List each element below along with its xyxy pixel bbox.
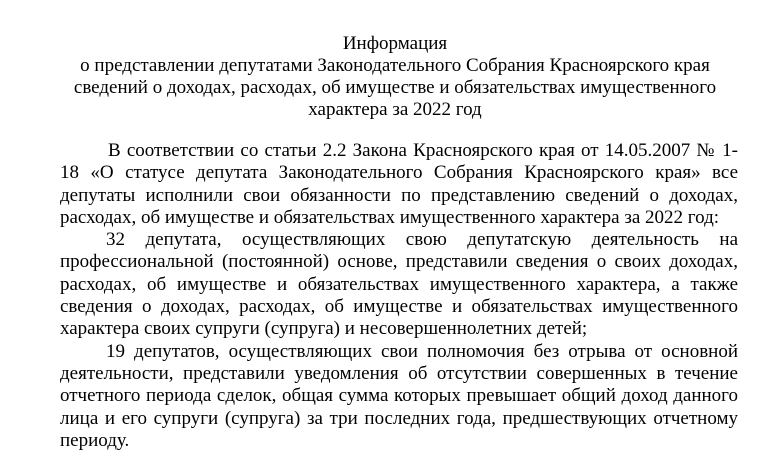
paragraph-full-time-deputies: 32 депутата, осуществляющих свою депутатскую деятельность на профессиональной (постоянной) основе, представили сведения о своих доходах, расходах, об имуществе и обязательствах имущественного характера, а также сведения о доходах, расходах, об имуществе и обязательствах имущественного характера своих супруги (супруга) и несовершеннолетних детей; <box>60 229 738 340</box>
document-body <box>60 140 738 452</box>
title-subheading-line-3: характера за 2022 год <box>308 99 482 120</box>
title-subheading-line-1: о представлении депутатами Законодательного Собрания Красноярского края <box>80 55 710 76</box>
title-subheading-line-2: сведений о доходах, расходах, об имуществе и обязательствах имущественного <box>73 77 717 98</box>
paragraph-intro: В соответствии со статьи 2.2 Закона Красноярского края от 14.05.2007 № 1-18 «О статусе депутата Законодательного Собрания Красноярского края» все депутаты исполнили свои обязанности по представлению сведений о доходах, расходах, об имуществе и обязательствах имущественного характера за 2022 год: <box>60 140 738 228</box>
document-title <box>40 33 750 121</box>
paragraph-part-time-deputies: 19 депутатов, осуществляющих свои полномочия без отрыва от основной деятельности, представили уведомления об отсутствии совершенных в течение отчетного периода сделок, общая сумма которых превышает общий доход данного лица и его супруги (супруга) за три последних года, предшествующих отчетному периоду. <box>60 340 738 451</box>
title-heading: Информация <box>342 33 448 54</box>
